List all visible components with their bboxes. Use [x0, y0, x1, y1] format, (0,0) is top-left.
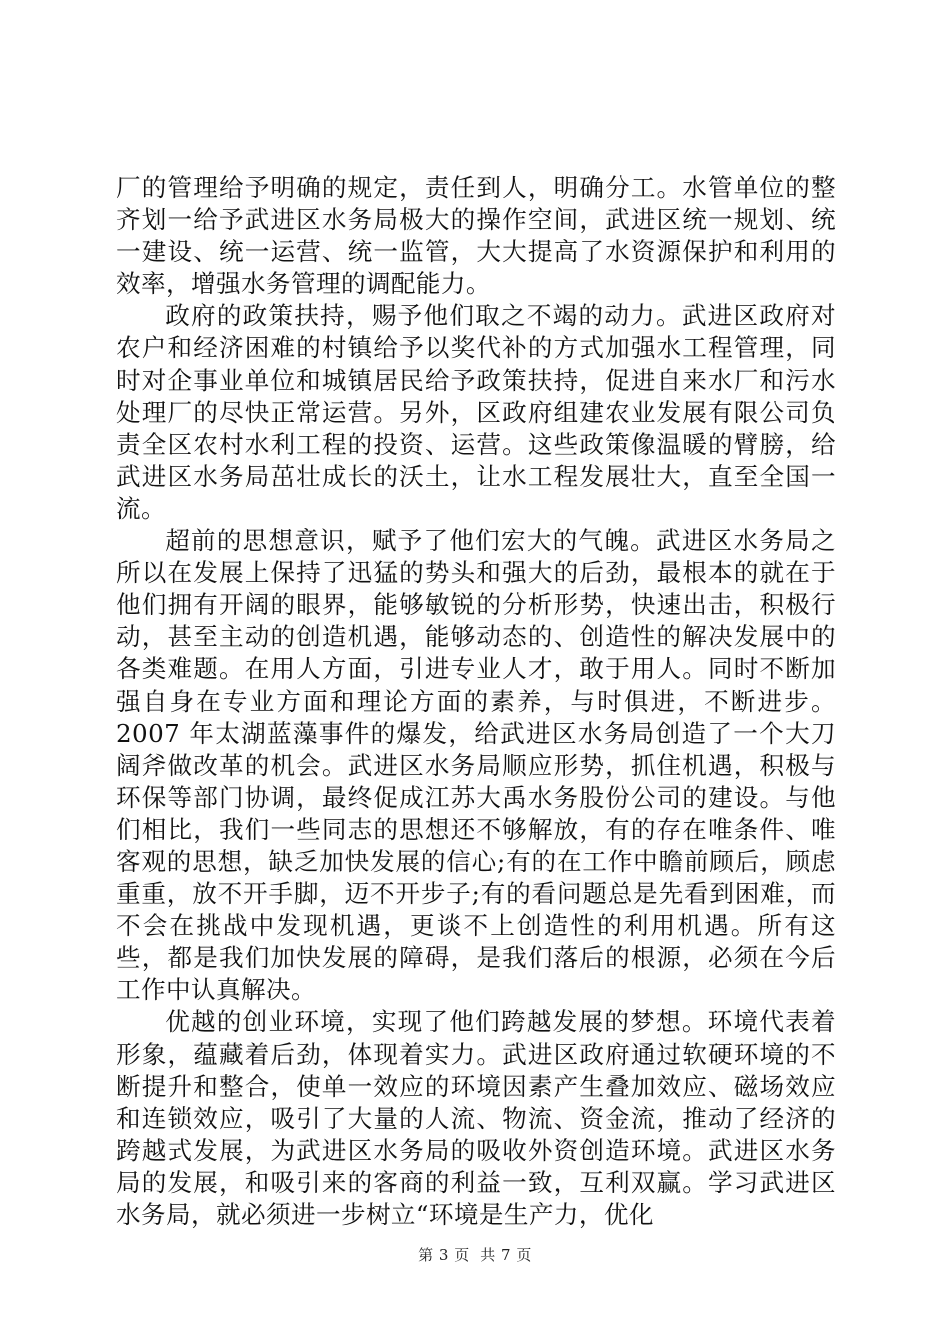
paragraph-2: 政府的政策扶持，赐予他们取之不竭的动力。武进区政府对农户和经济困难的村镇给予以奖代补的方式加强水工程管理，同时对企事业单位和城镇居民给予政策扶持，促进自来水厂和污水处理厂的尽快正常运营。另外，区政府组建农业发展有限公司负责全区农村水利工程的投资、运营。这些政策像温暖的臂膀，给武进区水务局茁壮成长的沃土，让水工程发展壮大，直至全国一流。	[116, 301, 836, 523]
page-number-label: 第 3 页 共 7 页	[418, 1246, 532, 1264]
page-footer	[0, 1244, 950, 1265]
paragraph-3: 超前的思想意识，赋予了他们宏大的气魄。武进区水务局之所以在发展上保持了迅猛的势头和强大的后劲，最根本的就在于他们拥有开阔的眼界，能够敏锐的分析形势，快速出击，积极行动，甚至主动的创造机遇，能够动态的、创造性的解决发展中的各类难题。在用人方面，引进专业人才，敢于用人。同时不断加强自身在专业方面和理论方面的素养，与时俱进，不断进步。2007 年太湖蓝藻事件的爆发，给武进区水务局创造了一个大刀阔斧做改革的机会。武进区水务局顺应形势，抓住机遇，积极与环保等部门协调，最终促成江苏大禹水务股份公司的建设。与他们相比，我们一些同志的思想还不够解放，有的存在唯条件、唯客观的思想，缺乏加快发展的信心;有的在工作中瞻前顾后，顾虑重重，放不开手脚，迈不开步子;有的看问题总是先看到困难，而不会在挑战中发现机遇，更谈不上创造性的利用机遇。所有这些，都是我们加快发展的障碍，是我们落后的根源，必须在今后工作中认真解决。	[116, 526, 836, 1005]
paragraph-4: 优越的创业环境，实现了他们跨越发展的梦想。环境代表着形象，蕴藏着后劲，体现着实力。武进区政府通过软硬环境的不断提升和整合，使单一效应的环境因素产生叠加效应、磁场效应和连锁效应，吸引了大量的人流、物流、资金流，推动了经济的跨越式发展，为武进区水务局的吸收外资创造环境。武进区水务局的发展，和吸引来的客商的利益一致，互利双赢。学习武进区水务局，就必须进一步树立“环境是生产力，优化	[116, 1007, 836, 1229]
paragraph-1: 厂的管理给予明确的规定，责任到人，明确分工。水管单位的整齐划一给予武进区水务局极大的操作空间，武进区统一规划、统一建设、统一运营、统一监管，大大提高了水资源保护和利用的效率，增强水务管理的调配能力。	[116, 173, 836, 299]
document-body	[116, 172, 836, 1231]
